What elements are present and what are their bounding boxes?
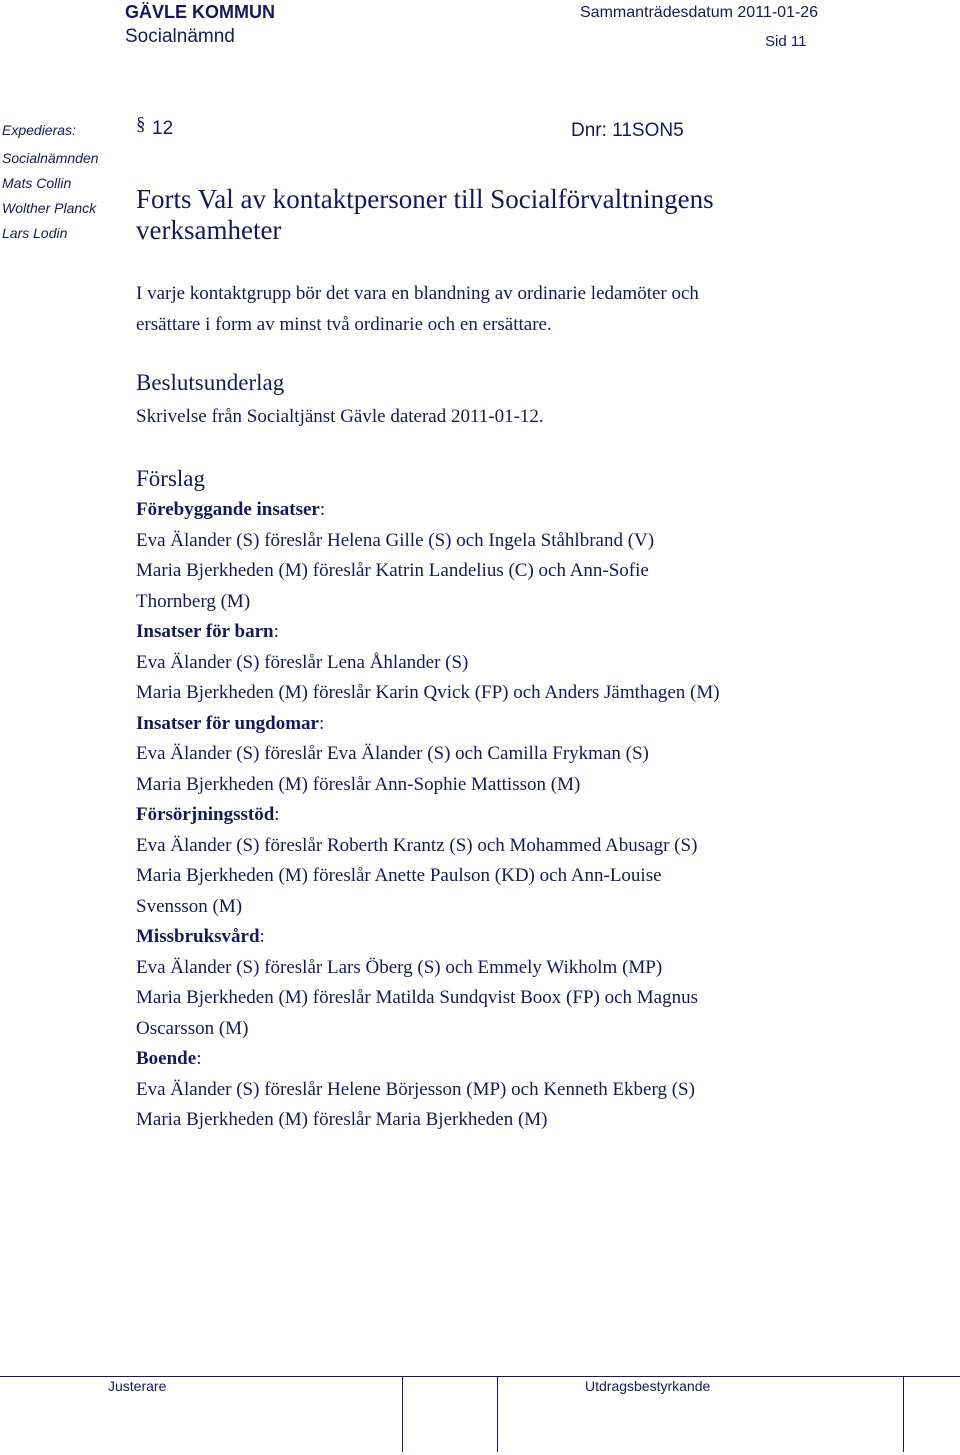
board-name: Socialnämnd [125, 26, 235, 47]
group-heading: Förebyggande insatser: [136, 499, 326, 520]
group-heading: Insatser för barn: [136, 621, 279, 642]
page-number: Sid 11 [765, 33, 807, 50]
paragraph-symbol: § [136, 114, 146, 135]
recipient: Mats Collin [2, 175, 72, 191]
section-title: Forts Val av kontaktpersoner till Socialförvaltningens verksamheter [136, 184, 714, 245]
proposal-line: Maria Bjerkheden (M) föreslår Ann-Sophie Mattisson (M) [136, 773, 581, 795]
signature-divider [402, 1376, 403, 1452]
proposal-line: Eva Älander (S) föreslår Lena Åhlander (S) [136, 651, 469, 673]
group-heading: Boende: [136, 1048, 202, 1069]
signature-divider [497, 1376, 498, 1452]
group-label: Förebyggande insatser [136, 499, 320, 520]
proposal-line: Maria Bjerkheden (M) föreslår Matilda Sundqvist Boox (FP) och Magnus [136, 987, 698, 1008]
signature-divider [903, 1376, 904, 1452]
beslutsunderlag-heading: Beslutsunderlag [136, 370, 285, 395]
group-heading: Insatser för ungdomar: [136, 712, 325, 734]
expedieras-label: Expedieras: [2, 122, 76, 138]
forslag-heading: Förslag [136, 466, 205, 491]
proposal-line: Eva Älander (S) föreslår Roberth Krantz (S) och Mohammed Abusagr (S) [136, 834, 698, 856]
intro-line: ersättare i form av minst två ordinarie och en ersättare. [136, 313, 552, 335]
group-label: Insatser för ungdomar [136, 712, 319, 734]
group-label: Missbruksvård [136, 926, 260, 947]
diary-number: Dnr: 11SON5 [571, 120, 684, 141]
proposal-list [136, 495, 720, 1136]
group-label: Boende [136, 1048, 197, 1069]
proposal-line: Maria Bjerkheden (M) föreslår Maria Bjerkheden (M) [136, 1109, 548, 1130]
paragraph-number: 12 [152, 118, 174, 139]
proposal-line: Eva Älander (S) föreslår Lars Öberg (S) och Emmely Wikholm (MP) [136, 956, 663, 978]
proposal-line: Thornberg (M) [136, 590, 251, 612]
proposal-line: Maria Bjerkheden (M) föreslår Katrin Landelius (C) och Ann-Sofie [136, 560, 649, 581]
organization-name: GÄVLE KOMMUN [125, 2, 275, 22]
group-heading: Försörjningsstöd: [136, 804, 280, 825]
utdragsbestyrkande-label: Utdragsbestyrkande [585, 1378, 711, 1394]
justerare-label: Justerare [108, 1378, 167, 1394]
proposal-line: Eva Älander (S) föreslår Helena Gille (S) och Ingela Ståhlbrand (V) [136, 529, 655, 551]
proposal-line: Eva Älander (S) föreslår Helene Börjesson (MP) och Kenneth Ekberg (S) [136, 1078, 695, 1100]
proposal-line: Maria Bjerkheden (M) föreslår Anette Paulson (KD) och Ann-Louise [136, 865, 662, 886]
recipient: Lars Lodin [2, 225, 68, 241]
proposal-line: Svensson (M) [136, 895, 243, 917]
meeting-date: Sammanträdesdatum 2011-01-26 [580, 4, 819, 21]
proposal-line: Oscarsson (M) [136, 1017, 249, 1039]
group-heading: Missbruksvård: [136, 926, 265, 947]
recipient: Socialnämnden [2, 150, 99, 166]
proposal-line: Maria Bjerkheden (M) föreslår Karin Qvick (FP) och Anders Jämthagen (M) [136, 682, 720, 703]
intro-paragraph [136, 279, 699, 340]
beslutsunderlag-text: Skrivelse från Socialtjänst Gävle daterad 2011-01-12. [136, 406, 544, 427]
footer-divider [0, 1376, 960, 1377]
proposal-line: Eva Älander (S) föreslår Eva Älander (S) och Camilla Frykman (S) [136, 743, 649, 764]
group-label: Insatser för barn [136, 621, 274, 642]
recipient-list [2, 146, 99, 246]
group-label: Försörjningsstöd [136, 804, 275, 825]
intro-line: I varje kontaktgrupp bör det vara en blandning av ordinarie ledamöter och [136, 283, 699, 304]
recipient: Wolther Planck [2, 200, 97, 216]
